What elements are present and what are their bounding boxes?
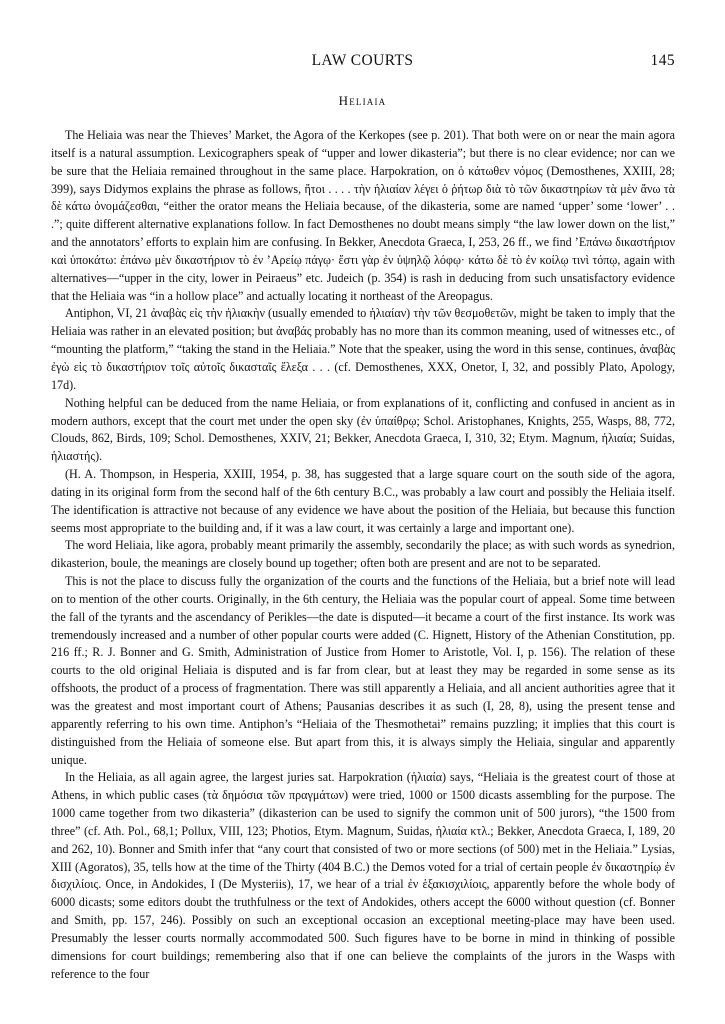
paragraph: The word Heliaia, like agora, probably meant primarily the assembly, secondarily the place; as with such words as synedrion, dikasterion, boule, the meanings are closely bound up together; often both are present and are not to be separated. bbox=[51, 538, 675, 571]
paragraph: Antiphon, VI, 21 ἀναβὰς εἰς τὴν ἡλιακὴν (usually emended to ἡλιαίαν) τὴν τῶν θεσμοθετῶν, might be taken to imply that the Heliaia was rather in an elevated position; but ἀναβάς probably has no more than its common meaning, used of witnesses etc., of “mounting the platform,” “taking the stand in the Heliaia.” Note that the speaker, using the word in this sense, continues, ἀναβὰς ἐγὼ εἰς τὸ δικαστήριον τοῖς αὐτοῖς δικασταῖς ἔλεξα . . . (cf. Demosthenes, XXX, Onetor, I, 32, and possibly Plato, Apology, 17d). bbox=[51, 306, 675, 392]
body-text bbox=[51, 127, 675, 984]
running-head bbox=[0, 52, 725, 72]
running-head-title: LAW COURTS bbox=[311, 52, 414, 69]
paragraph: In the Heliaia, as all again agree, the largest juries sat. Harpokration (ἡλιαία) says, “Heliaia is the greatest court of those at Athens, in which public cases (τὰ δημόσια τῶν πραγμάτων) were tried, 1000 or 1500 dicasts assembling for the purpose. The 1000 came together from two dikasteria” (dikasterion can be used to signify the common unit of 500 jurors), “the 1500 from three” (cf. Ath. Pol., 68,1; Pollux, VIII, 123; Photios, Etym. Magnum, Suidas, ἡλιαία κτλ.; Bekker, Anecdota Graeca, I, 189, 20 and 262, 10). Bonner and Smith infer that “any court that consisted of two or more sections (of 500) met in the Heliaia.” Lysias, XIII (Agoratos), 35, tells how at the time of the Thirty (404 B.C.) the Demos voted for a trial of certain people ἐν δικαστηρίῳ ἐν δισχιλίοις. Once, in Andokides, I (De Mysteriis), 17, we hear of a trial ἐν ἑξακισχιλίοις, apparently before the whole body of 6000 dicasts; some editors doubt the truthfulness or the text of Andokides, others accept the 6000 without question (cf. Bonner and Smith, pp. 157, 246). Possibly on such an exceptional occasion an exceptional meeting-place may have been used. Presumably the lesser courts normally accommodated 500. Such figures have to be borne in mind in thinking of possible dimensions for court buildings; remembering also that if one can believe the complaints of the jurors in the Wasps with reference to the four bbox=[51, 770, 675, 981]
paragraph: (H. A. Thompson, in Hesperia, XXIII, 1954, p. 38, has suggested that a large square court on the south side of the agora, dating in its original form from the second half of the 6th century B.C., was probably a law court and possibly the Heliaia itself. The identification is attractive not because of any evidence we have about the position of the Heliaia, but because this function seems most appropriate to the building and, if it was a law court, it was certainly a large and important one). bbox=[51, 467, 675, 535]
page-number: 145 bbox=[650, 52, 675, 69]
section-title: Heliaia bbox=[338, 93, 387, 108]
paragraph: Nothing helpful can be deduced from the name Heliaia, or from explanations of it, conflicting and confused in ancient as in modern authors, except that the court met under the open sky (ἐν ὑπαίθρῳ; Schol. Aristophanes, Knights, 255, Wasps, 88, 772, Clouds, 862, Birds, 109; Schol. Demosthenes, XXIV, 21; Bekker, Anecdota Graeca, I, 310, 32; Etym. Magnum, ἡλιαία; Suidas, ἡλιαστής). bbox=[51, 395, 675, 464]
paragraph: The Heliaia was near the Thieves’ Market, the Agora of the Kerkopes (see p. 201). That both were on or near the main agora itself is a natural assumption. Lexicographers speak of “upper and lower dikasteria”; but there is no clear evidence; nor can we be sure that the Heliaia remained throughout in the same place. Harpokration, on ὁ κάτωθεν νόμος (Demosthenes, XXIII, 28; 399), says Didymos explains the phrase as follows, ἤτοι . . . . τὴν ἡλιαίαν λέγει ὁ ῥήτωρ διὰ τὸ τῶν δικαστηρίων τὰ μὲν ἄνω τὰ δὲ κάτω ὀνομάζεσθαι, “either the orator means the Heliaia because, of the dikasteria, some are named ‘upper’ some ‘lower’ . . .”; quite different alternative explanations follow. In fact Demosthenes no doubt means simply “the law lower down on the list,” and the annotators’ efforts to explain him are confusing. In Bekker, Anecdota Graeca, I, 253, 26 ff., we find ’Επάνω δικαστήριον καὶ ὑποκάτω: ἐπάνω μὲν δικαστήριον τὸ ἐν ’Αρείῳ πάγῳ· ἔστι γὰρ ἐν ὑψηλῷ λόφῳ· κάτω δὲ τὸ ἐν κοίλῳ τινὶ τόπῳ, again with alternatives—“upper in the city, lower in Peiraeus” etc. Judeich (p. 354) is rash in deducing from such unsatisfactory evidence that the Heliaia was “in a hollow place” and actually locating it northeast of the Areopagus. bbox=[51, 128, 675, 303]
paragraph: This is not the place to discuss fully the organization of the courts and the functions of the Heliaia, but a brief note will lead on to mention of the other courts. Originally, in the 6th century, the Heliaia was the popular court of appeal. Some time between the fall of the tyrants and the ascendancy of Perikles—the date is disputed—it became a court of the first instance. Its work was tremendously increased and a number of other popular courts were added (C. Hignett, History of the Athenian Constitution, pp. 216 ff.; R. J. Bonner and G. Smith, Administration of Justice from Homer to Aristotle, Vol. I, p. 156). The relation of these courts to the old original Heliaia is disputed and is far from clear, but at least they may be regarded in some sense as its offshoots, the product of a process of fragmentation. There was still apparently a Heliaia, and all ancient authorities agree that it was the greatest and most important court of Athens; Pausanias describes it as such (I, 28, 8), using the present tense and apparently referring to his own time. Antiphon’s “Heliaia of the Thesmothetai” remains puzzling; it implies that this court is distinguished from the Heliaia of someone else. But apart from this, it is always simply the Heliaia, singular and apparently unique. bbox=[51, 574, 675, 767]
